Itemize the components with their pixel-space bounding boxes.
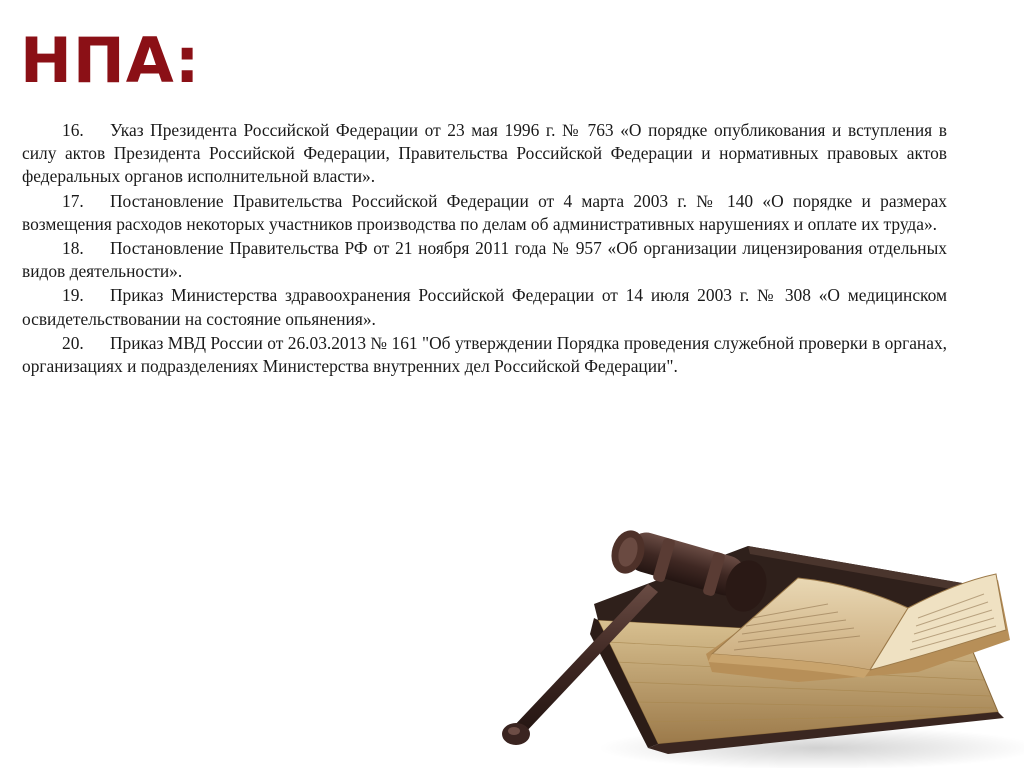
item-number: 17.: [62, 190, 84, 211]
list-item: [22, 119, 947, 189]
item-number: 16.: [62, 120, 84, 140]
item-number: 20.: [62, 332, 84, 353]
gavel-books-graphic: [498, 522, 1024, 768]
list-item: [22, 284, 947, 330]
gavel-and-books-icon: [498, 522, 1024, 768]
list-item: [22, 332, 947, 378]
list-item: [22, 190, 947, 236]
item-text: Указ Президента Российской Федерации от 23 мая 1996 г. № 763 «О порядке опубликования и вступления в силу актов Президента Российской Федерации, Правительства Российской Федерации и нормативных правовых актов федеральных органов исполнительной власти».: [22, 120, 947, 187]
item-text: Постановление Правительства РФ от 21 ноября 2011 года № 957 «Об организации лицензирования отдельных видов деятельности».: [22, 238, 947, 282]
item-number: 19.: [62, 285, 84, 306]
document-list: [22, 119, 947, 379]
item-text: Постановление Правительства Российской Федерации от 4 марта 2003 г. № 140 «О порядке и размерах возмещения расходов некоторых участников производства по делам об административных нарушениях и оплате их труда».: [22, 190, 947, 234]
item-text: Приказ Министерства здравоохранения Российской Федерации от 14 июля 2003 г. № 308 «О медицинском освидетельствовании на состояние опьянения».: [22, 285, 947, 329]
item-number: 18.: [62, 238, 84, 259]
item-text: Приказ МВД России от 26.03.2013 № 161 "Об утверждении Порядка проведения служебной проверки в органах, организациях и подразделениях Министерства внутренних дел Российской Федерации".: [22, 332, 947, 377]
list-item: [22, 237, 947, 283]
slide-title: НПА:: [20, 24, 201, 97]
